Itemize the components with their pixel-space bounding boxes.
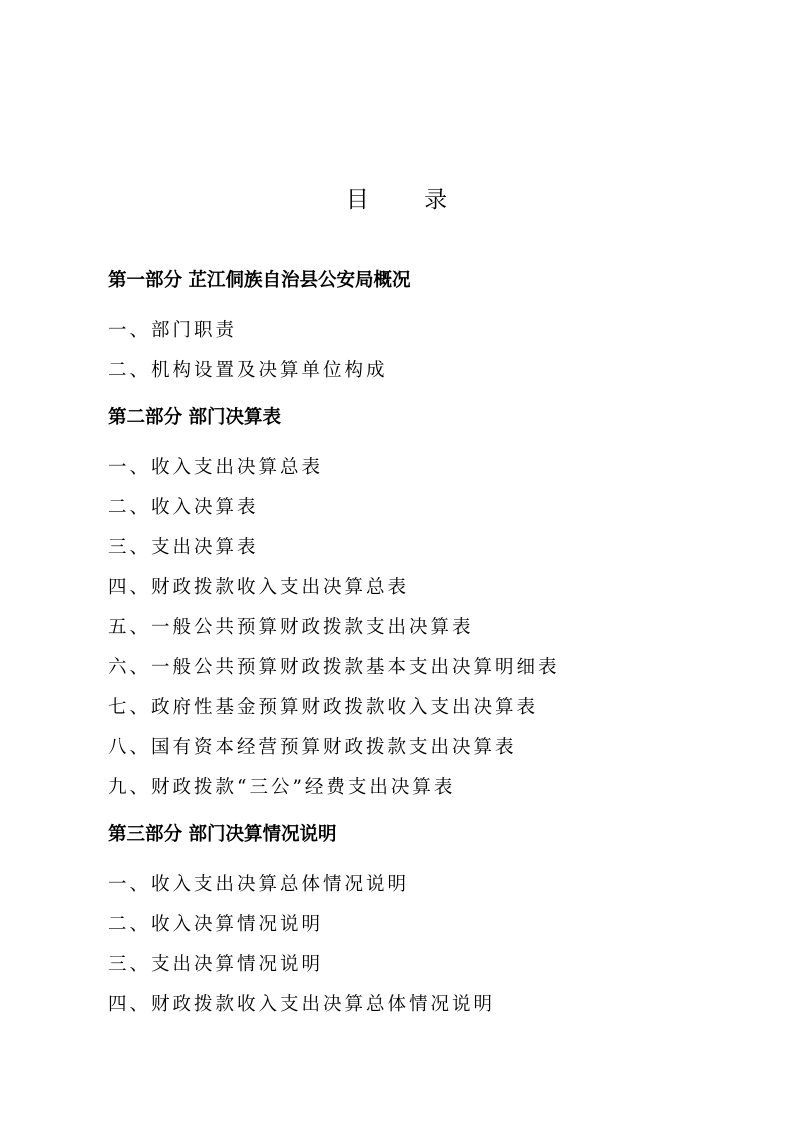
toc-item[interactable]: 三、支出决算表	[108, 537, 259, 558]
toc-item[interactable]: 五、一般公共预算财政拨款支出决算表	[108, 617, 474, 638]
toc-item[interactable]: 四、财政拨款收入支出决算总体情况说明	[108, 994, 496, 1015]
section-heading[interactable]: 第三部分 部门决算情况说明	[108, 824, 337, 845]
table-of-contents	[108, 264, 748, 1041]
toc-item[interactable]: 八、国有资本经营预算财政拨款支出决算表	[108, 737, 517, 758]
toc-item[interactable]: 二、机构设置及决算单位构成	[108, 360, 388, 381]
toc-item[interactable]: 四、财政拨款收入支出决算总表	[108, 577, 410, 598]
section-item-list	[108, 311, 748, 391]
toc-item[interactable]: 一、部门职责	[108, 320, 238, 341]
toc-item[interactable]: 二、收入决算情况说明	[108, 914, 324, 935]
section-heading[interactable]: 第二部分 部门决算表	[108, 407, 281, 428]
toc-item[interactable]: 三、支出决算情况说明	[108, 954, 324, 975]
toc-item[interactable]: 二、收入决算表	[108, 497, 259, 518]
section-item-list	[108, 865, 748, 1025]
toc-item[interactable]: 六、一般公共预算财政拨款基本支出决算明细表	[108, 657, 560, 678]
section-heading[interactable]: 第一部分 芷江侗族自治县公安局概况	[108, 270, 411, 291]
toc-section-part-3	[108, 818, 748, 1025]
section-item-list	[108, 448, 748, 808]
toc-item[interactable]: 一、收入支出决算总表	[108, 457, 324, 478]
toc-section-part-1	[108, 264, 748, 391]
toc-section-part-2	[108, 401, 748, 808]
page-title: 目 录	[345, 187, 472, 213]
toc-item[interactable]: 一、收入支出决算总体情况说明	[108, 874, 410, 895]
toc-item[interactable]: 九、财政拨款“三公”经费支出决算表	[108, 777, 456, 798]
toc-item[interactable]: 七、政府性基金预算财政拨款收入支出决算表	[108, 697, 539, 718]
